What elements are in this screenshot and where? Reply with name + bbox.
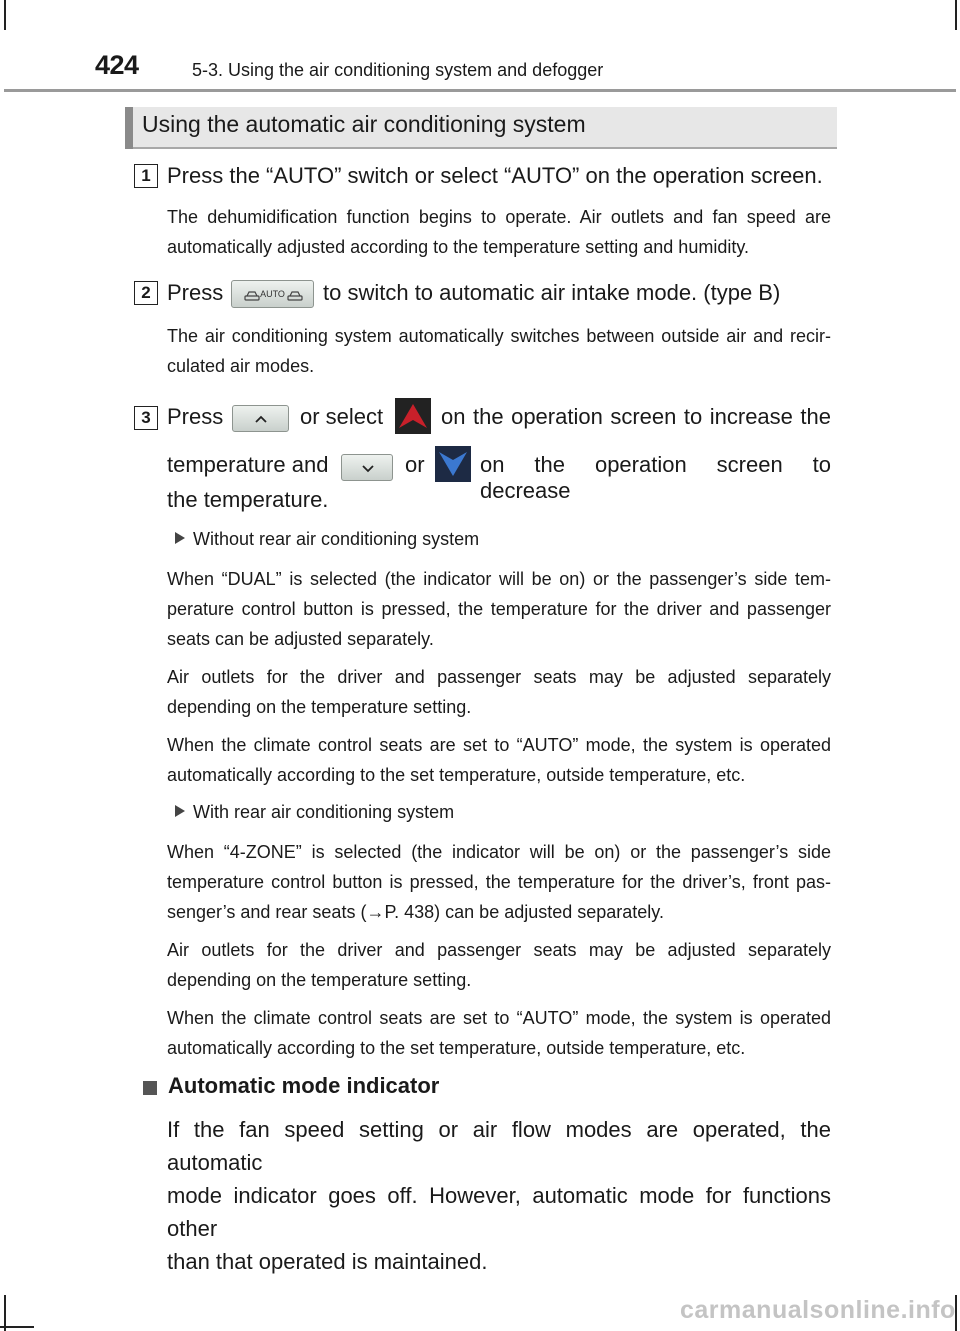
header-rule xyxy=(4,89,956,92)
chevron-down-icon xyxy=(342,455,394,482)
text-line: Air outlets for the driver and passenger seats may be adjusted separately xyxy=(167,667,831,687)
with-rear-p3 xyxy=(167,1003,831,1063)
text-line: senger’s and rear seats (→P. 438) can be adjusted separately. xyxy=(167,902,664,922)
temp-up-button-icon xyxy=(232,405,289,432)
step-1-instruction: Press the “AUTO” switch or select “AUTO” on the operation screen. xyxy=(167,163,823,188)
text-line: When “DUAL” is selected (the indicator will be on) or the passenger’s side tem- xyxy=(167,569,831,589)
red-up-arrow-icon xyxy=(395,398,431,434)
text-line: When “4-ZONE” is selected (the indicator will be on) or the passenger’s side xyxy=(167,842,831,862)
section-banner xyxy=(125,107,837,149)
text-line: automatically according to the set temperature, outside temperature, etc. xyxy=(167,765,746,785)
chevron-up-icon xyxy=(233,406,290,433)
text-line: depending on the temperature setting. xyxy=(167,697,472,717)
with-rear-p1 xyxy=(167,837,831,927)
step-3-line1-rest: on the operation screen to increase the xyxy=(441,404,831,429)
screen-up-arrow-icon xyxy=(395,398,431,434)
step-2-note xyxy=(167,321,831,381)
watermark: carmanualsonline.info xyxy=(680,1296,956,1324)
step-3-line2-start: temperature and xyxy=(167,452,329,477)
text-line: perature control button is pressed, the temperature for the driver and passenger xyxy=(167,599,831,619)
text-line: When the climate control seats are set to “AUTO” mode, the system is operated xyxy=(167,735,831,755)
text-line: than that operated is maintained. xyxy=(167,1249,488,1274)
step-number-1: 1 xyxy=(134,164,158,188)
without-rear-heading xyxy=(175,529,479,550)
triangle-bullet-icon xyxy=(175,805,185,817)
with-rear-heading xyxy=(175,802,454,823)
section-title: Using the automatic air conditioning system xyxy=(142,111,586,137)
step-3-or-select: or select xyxy=(300,404,384,429)
auto-label: AUTO xyxy=(260,289,285,299)
text-line: automatically adjusted according to the temperature setting and humidity. xyxy=(167,237,749,257)
auto-intake-button-icon xyxy=(231,280,314,308)
step-3-line3: the temperature. xyxy=(167,487,329,512)
step-3-or: or xyxy=(405,452,425,477)
crop-mark xyxy=(4,0,6,30)
step-number-2: 2 xyxy=(134,281,158,305)
text-line: culated air modes. xyxy=(167,356,315,376)
crop-mark xyxy=(955,0,957,30)
step-2-press-label: Press xyxy=(167,280,224,305)
text-line: seats can be adjusted separately. xyxy=(167,629,434,649)
without-rear-p2 xyxy=(167,662,831,722)
with-rear-p2 xyxy=(167,935,831,995)
triangle-bullet-icon xyxy=(175,532,185,544)
step-number-3: 3 xyxy=(134,406,158,430)
text-line: The air conditioning system automatically switches between outside air and recir- xyxy=(167,326,831,346)
text-line: If the fan speed setting or air flow modes are operated, the automatic xyxy=(167,1117,831,1175)
screen-down-arrow-icon xyxy=(435,446,471,482)
text-line: temperature control button is pressed, the temperature for the driver’s, front pas- xyxy=(167,872,831,892)
crop-mark xyxy=(0,1326,34,1328)
blue-down-arrow-icon xyxy=(435,446,471,482)
text-line: When the climate control seats are set to “AUTO” mode, the system is operated xyxy=(167,1008,831,1028)
step-3-line2-rest: on the operation screen to decrease xyxy=(480,452,831,503)
without-rear-p3 xyxy=(167,730,831,790)
chapter-title: 5-3. Using the air conditioning system and defogger xyxy=(192,60,604,80)
step-2-instruction: to switch to automatic air intake mode. (type B) xyxy=(323,280,781,305)
temp-down-button-icon xyxy=(341,454,393,481)
indicator-body xyxy=(167,1113,831,1278)
page-number: 424 xyxy=(95,50,139,80)
step-1-note xyxy=(167,202,831,262)
text-line: mode indicator goes off. However, automatic mode for functions other xyxy=(167,1183,831,1241)
heading-text: Without rear air conditioning system xyxy=(193,529,480,549)
heading-square-icon xyxy=(143,1081,157,1095)
heading-text: With rear air conditioning system xyxy=(193,802,455,822)
banner-accent-bar xyxy=(125,107,133,149)
text-line: depending on the temperature setting. xyxy=(167,970,472,990)
text-line: The dehumidification function begins to operate. Air outlets and fan speed are xyxy=(167,207,831,227)
indicator-heading: Automatic mode indicator xyxy=(168,1073,440,1098)
text-line: Air outlets for the driver and passenger seats may be adjusted separately xyxy=(167,940,831,960)
without-rear-p1 xyxy=(167,564,831,654)
step-3-press-label: Press xyxy=(167,404,224,429)
text-line: automatically according to the set temperature, outside temperature, etc. xyxy=(167,1038,746,1058)
